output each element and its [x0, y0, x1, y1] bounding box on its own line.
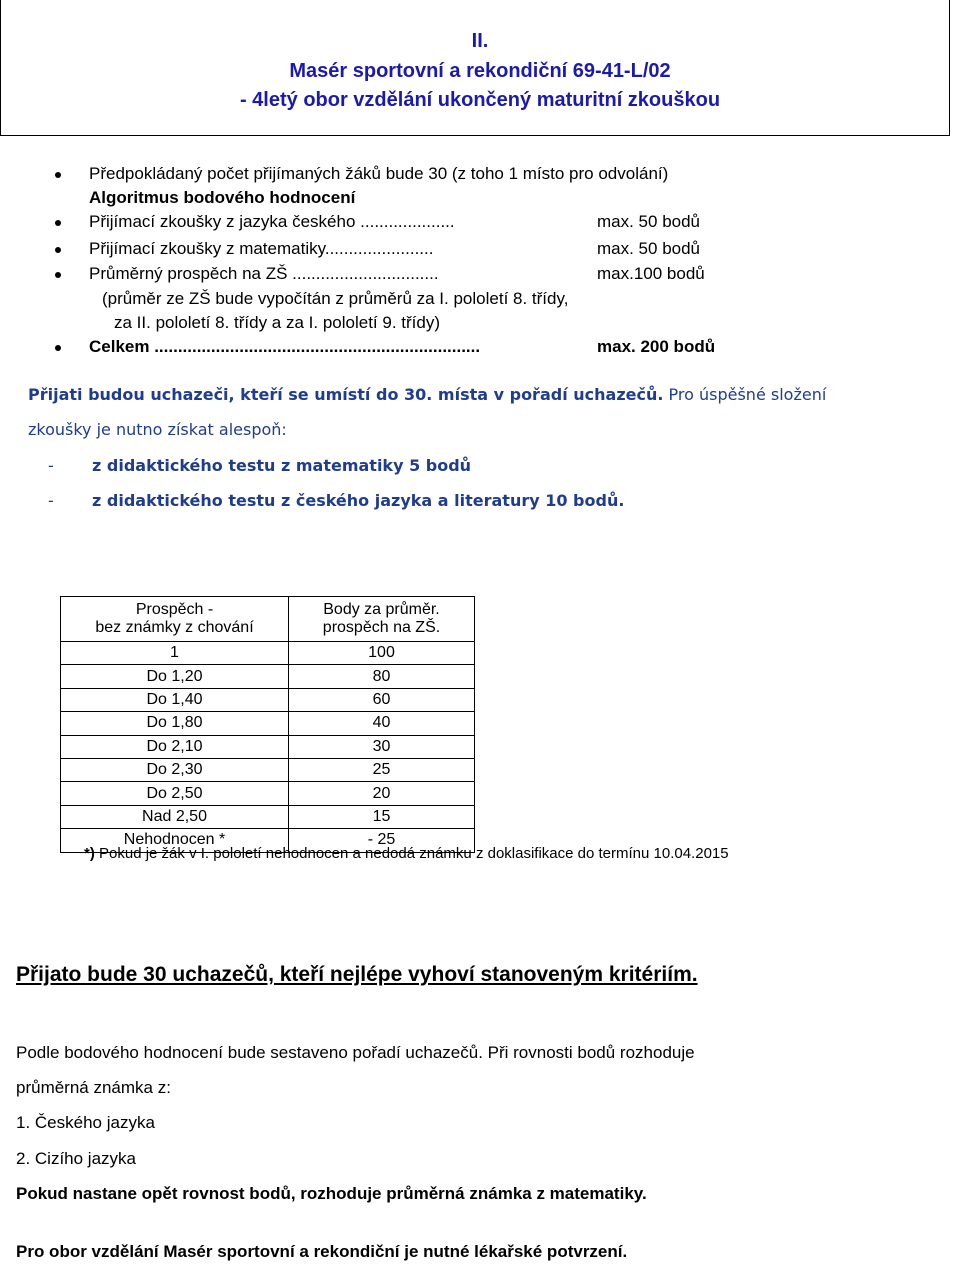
- points-cell: 15: [289, 805, 475, 828]
- header-grade: [61, 597, 289, 642]
- criterion-foreign: 2. Cizího jazyka: [16, 1149, 136, 1168]
- grade-cell: Do 2,30: [61, 758, 289, 781]
- table-row: [61, 642, 475, 665]
- grade-cell: Do 1,80: [61, 712, 289, 735]
- bullet-icon: [55, 172, 61, 178]
- req-math: z didaktického testu z matematiky 5 bodů: [92, 456, 472, 475]
- header-grade-line2: bez známky z chování: [95, 619, 254, 636]
- table-row: [61, 758, 475, 781]
- footnote-mark: *): [84, 845, 95, 862]
- title-box: [0, 0, 950, 136]
- points-cell: 25: [289, 758, 475, 781]
- grade-cell: Do 1,40: [61, 688, 289, 711]
- header-points: [289, 597, 475, 642]
- admission-line2: zkoušky je nutno získat alespoň:: [28, 420, 287, 439]
- section-number: II.: [471, 30, 489, 52]
- medical-requirement: Pro obor vzdělání Masér sportovní a rekondiční je nutné lékařské potvrzení.: [16, 1242, 628, 1261]
- czech-exam-text: Přijímací zkoušky z jazyka českého ....................: [89, 212, 455, 231]
- czech-exam-max: max. 50 bodů: [597, 212, 701, 231]
- ranking-line2: průměrná známka z:: [16, 1078, 171, 1097]
- criterion-czech: 1. Českého jazyka: [16, 1113, 155, 1132]
- ranking-line1: Podle bodového hodnocení bude sestaveno pořadí uchazečů. Při rovnosti bodů rozhoduje: [16, 1043, 695, 1062]
- grade-cell: Do 1,20: [61, 665, 289, 688]
- table-footnote: [84, 845, 729, 862]
- bullet-icon: [55, 220, 61, 226]
- table-row: [61, 805, 475, 828]
- grade-cell: Do 2,50: [61, 782, 289, 805]
- table-row: [61, 782, 475, 805]
- req1-dash: -: [48, 456, 54, 475]
- capacity-text: Předpokládaný počet přijímaných žáků bude 30 (z toho 1 místo pro odvolání): [89, 164, 669, 183]
- admission-paragraph: [28, 385, 826, 404]
- grade-points-table: [60, 596, 475, 853]
- points-cell: 100: [289, 642, 475, 665]
- average-note-line2: za II. pololetí 8. třídy a za I. pololetí 9. třídy): [114, 313, 440, 332]
- bullet-icon: [55, 345, 61, 351]
- points-cell: 30: [289, 735, 475, 758]
- table-header-row: [61, 597, 475, 642]
- tie-rule: Pokud nastane opět rovnost bodů, rozhoduje průměrná známka z matematiky.: [16, 1184, 647, 1203]
- admission-bold-text: Přijati budou uchazeči, kteří se umístí do 30. místa v pořadí uchazečů.: [28, 385, 664, 404]
- table-row: [61, 735, 475, 758]
- req-czech: z didaktického testu z českého jazyka a literatury 10 bodů.: [92, 491, 625, 510]
- points-cell: 40: [289, 712, 475, 735]
- math-exam-max: max. 50 bodů: [597, 239, 701, 258]
- footnote-text: Pokud je žák v I. pololetí nehodnocen a nedodá známku z doklasifikace do termínu 10.04.2015: [94, 845, 729, 862]
- accepted-heading: Přijato bude 30 uchazečů, kteří nejlépe vyhoví stanoveným kritériím.: [16, 963, 698, 986]
- program-title: Masér sportovní a rekondiční 69-41-L/02: [289, 60, 671, 82]
- average-note-line1: (průměr ze ZŠ bude vypočítán z průměrů za I. pololetí 8. třídy,: [102, 289, 569, 308]
- grade-cell: Nehodnocen *: [61, 829, 289, 852]
- average-text: Průměrný prospěch na ZŠ ...............................: [89, 264, 439, 283]
- points-cell: 20: [289, 782, 475, 805]
- req2-dash: -: [48, 491, 54, 510]
- points-cell: - 25: [289, 829, 475, 852]
- header-grade-line1: Prospěch -: [135, 601, 214, 618]
- average-max: max.100 bodů: [597, 264, 705, 283]
- table-row: [61, 665, 475, 688]
- total-max: max. 200 bodů: [597, 337, 716, 356]
- program-subtitle: - 4letý obor vzdělání ukončený maturitní zkouškou: [239, 89, 721, 111]
- total-text: Celkem .....................................................................: [89, 337, 481, 356]
- header-points-line2: prospěch na ZŠ.: [322, 619, 441, 636]
- grade-cell: Do 2,10: [61, 735, 289, 758]
- points-cell: 60: [289, 688, 475, 711]
- grade-cell: 1: [61, 642, 289, 665]
- table-row: [61, 688, 475, 711]
- grade-cell: Nad 2,50: [61, 805, 289, 828]
- bullet-icon: [55, 247, 61, 253]
- bullet-icon: [55, 272, 61, 278]
- math-exam-text: Přijímací zkoušky z matematiky.......................: [89, 239, 434, 258]
- table-row: [61, 712, 475, 735]
- header-points-line1: Body za průměr.: [323, 601, 440, 618]
- points-cell: 80: [289, 665, 475, 688]
- admission-rest-text: Pro úspěšné složení: [663, 385, 827, 404]
- algorithm-heading: Algoritmus bodového hodnocení: [89, 188, 356, 207]
